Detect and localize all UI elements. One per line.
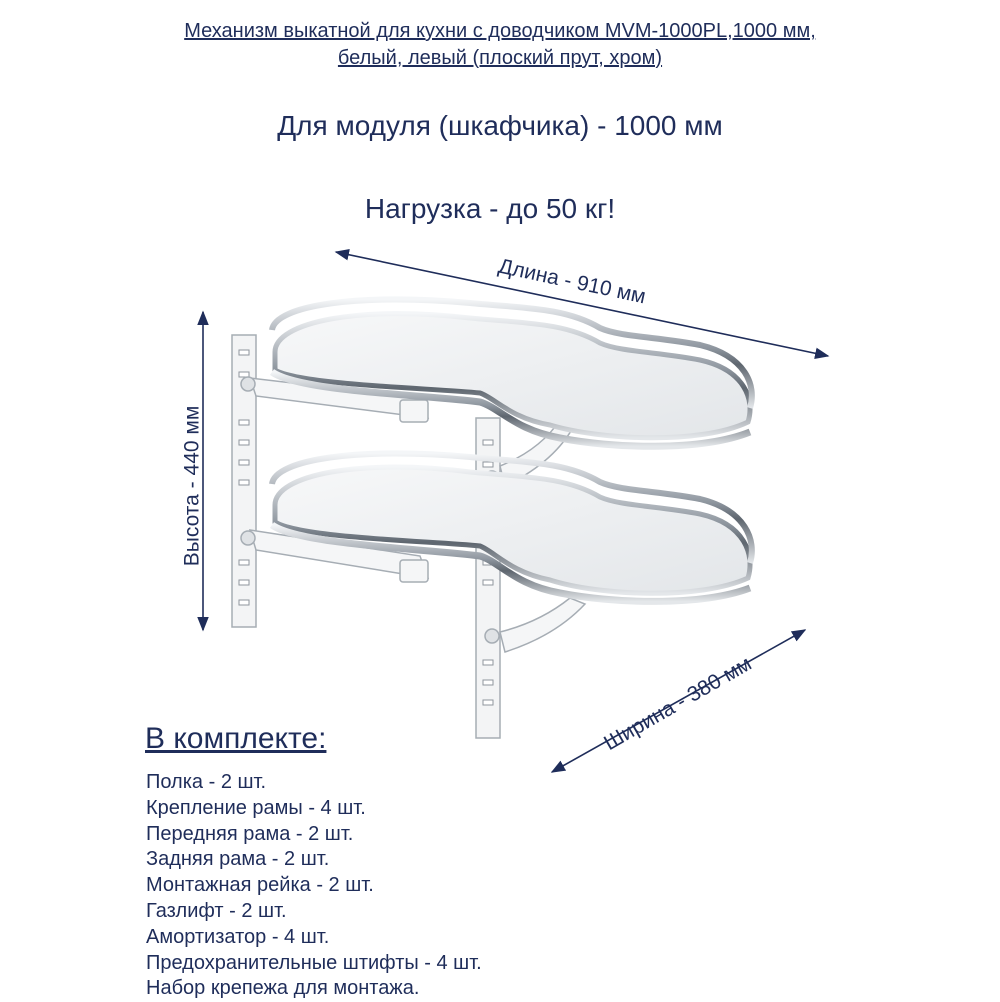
load-text: Нагрузка - до 50 кг! — [364, 193, 616, 224]
width-label: Ширина - 380 мм — [600, 652, 756, 756]
kit-item: Монтажная рейка - 2 шт. — [146, 874, 374, 897]
height-label: Высота - 440 мм — [180, 405, 204, 567]
kit-item: Задняя рама - 2 шт. — [146, 848, 330, 871]
kit-item: Крепление рамы - 4 шт. — [146, 796, 366, 819]
kit-item: Предохранительные штифты - 4 шт. — [146, 951, 482, 974]
length-label: Длина - 910 мм — [496, 254, 648, 309]
kit-item: Передняя рама - 2 шт. — [146, 822, 354, 845]
module-size-text: Для модуля (шкафчика) - 1000 мм — [277, 110, 723, 141]
kit-item: Полка - 2 шт. — [146, 771, 267, 793]
product-title-line-2: белый, левый (плоский прут, хром) — [337, 47, 663, 69]
lower-shelf — [272, 453, 752, 601]
product-title-line-1: Механизм выкатной для кухни с доводчиком MVM-1000PL,1000 мм, — [184, 20, 816, 42]
kit-item: Амортизатор - 4 шт. — [146, 925, 330, 948]
front-mounting-rail — [476, 418, 500, 738]
kit-heading: В комплекте: — [145, 722, 327, 755]
upper-shelf — [272, 299, 752, 446]
kit-item: Газлифт - 2 шт. — [146, 899, 287, 922]
kit-item: Набор крепежа для монтажа. — [146, 977, 420, 1000]
kit-list — [146, 770, 482, 1002]
